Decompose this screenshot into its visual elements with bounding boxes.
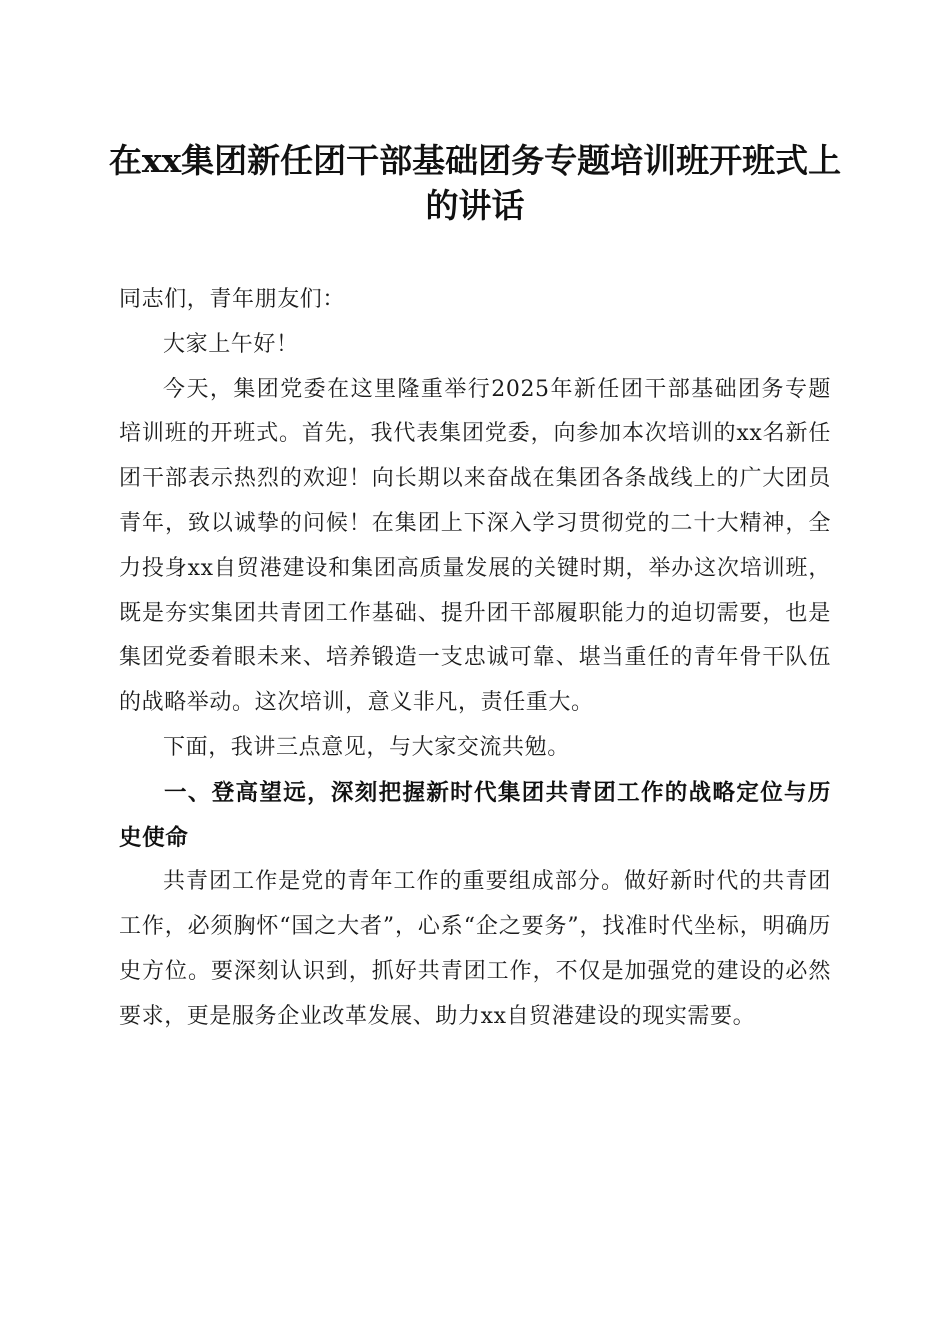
section-1-paragraph: 共青团工作是党的青年工作的重要组成部分。做好新时代的共青团工作，必须胸怀“国之大者”，心系“企之要务”，找准时代坐标，明确历史方位。要深刻认识到，抓好共青团工作，不仅是加强党的建设的必然要求，更是服务企业改革发展、助力xx自贸港建设的现实需要。 <box>119 869 831 1029</box>
section-heading-1: 一、登高望远，深刻把握新时代集团共青团工作的战略定位与历史使命 <box>119 779 831 851</box>
salutation: 同志们，青年朋友们： <box>119 287 346 312</box>
document-title: 在xx集团新任团干部基础团务专题培训班开班式上的讲话 <box>108 141 842 225</box>
transition-paragraph: 下面，我讲三点意见，与大家交流共勉。 <box>163 734 570 760</box>
opening-paragraph: 今天，集团党委在这里隆重举行2025年新任团干部基础团务专题培训班的开班式。首先，我代表集团党委，向参加本次培训的xx名新任团干部表示热烈的欢迎！向长期以来奋战在集团各条战线上的广大团员青年，致以诚挚的问候！在集团上下深入学习贯彻党的二十大精神，全力投身xx自贸港建设和集团高质量发展的关键时期，举办这次培训班，既是夯实集团共青团工作基础、提升团干部履职能力的迫切需要，也是集团党委着眼未来、培养锻造一支忠诚可靠、堪当重任的青年骨干队伍的战略举动。这次培训，意义非凡，责任重大。 <box>119 376 831 716</box>
greeting: 大家上午好！ <box>163 331 299 357</box>
document-body <box>119 278 831 1040</box>
